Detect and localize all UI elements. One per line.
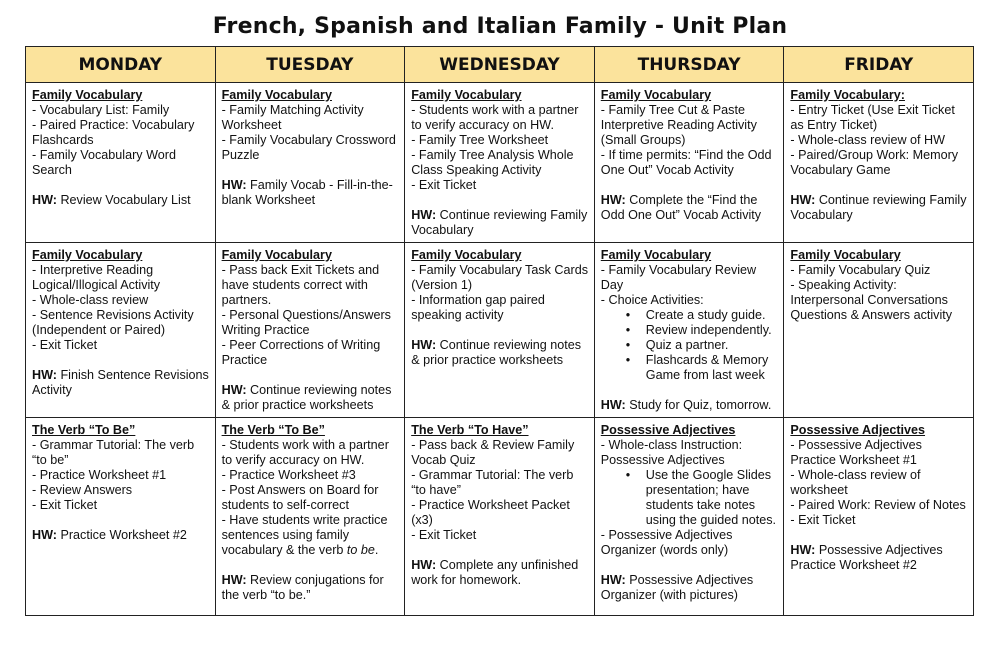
activity-line: - Practice Worksheet Packet (x3) [411,498,570,527]
homework-text: Continue reviewing Family Vocabulary [790,193,967,222]
activity-line: - Information gap paired speaking activity [411,293,545,322]
homework-line [222,178,400,208]
homework-label: HW: [32,528,57,542]
homework-label: HW: [32,193,57,207]
activity-line: - Personal Questions/Answers Writing Practice [221,308,391,337]
lesson-title: Family Vocabulary [600,248,712,262]
lesson-cell-friday [784,83,974,243]
spacer [601,558,779,573]
homework-text: Possessive Adjectives Organizer (with pictures) [600,573,754,602]
activity-line: - Family Vocabulary Task Cards (Version 1) [411,263,589,292]
bullet-item: • Quiz a partner. [601,338,779,353]
activity-line: - Grammar Tutorial: The verb “to have” [411,468,574,497]
homework-label: HW: [411,338,437,352]
spacer [222,368,400,383]
lesson-title: Family Vocabulary [32,88,143,102]
activity-line: - Choice Activities: [600,293,704,307]
day-header-thursday: THURSDAY [594,47,784,83]
homework-label: HW: [411,558,437,572]
activity-line: - Whole-class review of worksheet [790,468,921,497]
activity-line: - Pass back & Review Family Vocab Quiz [411,438,575,467]
homework-line [601,398,779,413]
homework-text: Finish Sentence Revisions Activity [32,368,209,397]
homework-text: Continue reviewing notes & prior practice worksheets [411,338,582,367]
lesson-title: Possessive Adjectives [790,423,926,437]
lesson-title: Family Vocabulary [32,248,143,262]
lesson-cell-thursday [594,83,784,243]
day-header-friday: FRIDAY [784,47,974,83]
activity-line: - Sentence Revisions Activity (Independent or Paired) [32,308,194,337]
homework-line [790,543,968,573]
spacer [411,323,589,338]
day-header-monday: MONDAY [26,47,216,83]
week-row [26,83,974,243]
activity-line: - Review Answers [32,483,133,497]
activity-line: - Practice Worksheet #1 [32,468,167,482]
activity-line: - Paired Work: Review of Notes [790,498,966,512]
activity-line: - Family Vocabulary Review Day [600,263,757,292]
activity-line: - Family Vocabulary Crossword Puzzle [221,133,396,162]
activity-line: - Post Answers on Board for students to self-correct [221,483,379,512]
activity-line: - Family Tree Analysis Whole Class Speaking Activity [411,148,574,177]
activity-line: - Speaking Activity: Interpersonal Conversations Questions & Answers activity [790,278,953,322]
homework-line [790,193,968,223]
activity-line: - Whole-class Instruction: Possessive Adjectives [600,438,743,467]
spacer [32,353,210,368]
lesson-cell-tuesday [215,418,405,616]
day-header-row [26,47,974,83]
activity-line: - Entry Ticket (Use Exit Ticket as Entry Ticket) [790,103,955,132]
lesson-cell-wednesday [405,83,595,243]
lesson-cell-wednesday [405,418,595,616]
lesson-cell-tuesday [215,243,405,418]
activity-line: - Family Tree Worksheet [411,133,549,147]
activity-line: - Possessive Adjectives Organizer (words only) [600,528,733,557]
lesson-title: Family Vocabulary [790,248,901,262]
activity-text: . [374,543,379,557]
activity-emphasis: to be [346,543,375,557]
homework-label: HW: [221,383,247,397]
lesson-title: Family Vocabulary [411,88,522,102]
spacer [601,383,779,398]
activity-line: - Practice Worksheet #3 [221,468,356,482]
activity-line: - Peer Corrections of Writing Practice [221,338,381,367]
week-row [26,418,974,616]
lesson-title: Family Vocabulary [600,88,712,102]
lesson-cell-thursday [594,243,784,418]
activity-line: - Whole-class review [32,293,149,307]
spacer [411,193,589,208]
activity-line: - Family Matching Activity Worksheet [221,103,364,132]
homework-text: Study for Quiz, tomorrow. [629,398,772,412]
homework-text: Continue reviewing notes & prior practice worksheets [221,383,392,412]
lesson-cell-thursday [594,418,784,616]
spacer [411,543,589,558]
lesson-title: Family Vocabulary [411,248,522,262]
activity-line: - Paired/Group Work: Memory Vocabulary Game [790,148,959,177]
homework-label: HW: [600,398,626,412]
spacer [32,513,210,528]
bullet-item: • Create a study guide. [601,308,779,323]
day-header-wednesday: WEDNESDAY [405,47,595,83]
day-header-tuesday: TUESDAY [215,47,405,83]
homework-line [411,338,589,368]
lesson-cell-friday [784,243,974,418]
activity-line: - Exit Ticket [32,498,98,512]
activity-line: - Students work with a partner to verify accuracy on HW. [411,103,579,132]
homework-text: Review conjugations for the verb “to be.” [221,573,384,602]
homework-line [32,193,210,208]
homework-label: HW: [32,368,57,382]
homework-text: Practice Worksheet #2 [60,528,187,542]
homework-line [32,368,210,398]
homework-label: HW: [221,178,247,192]
homework-label: HW: [411,208,437,222]
activity-line: - Exit Ticket [411,528,477,542]
activity-line: - Interpretive Reading Logical/Illogical Activity [32,263,161,292]
activity-line: - Family Vocabulary Quiz [790,263,931,277]
activity-text: - Have students write practice sentences using family vocabulary & the verb [221,513,388,557]
spacer [790,528,968,543]
activity-line: - Family Vocabulary Word Search [32,148,176,177]
activity-line: - Pass back Exit Tickets and have students correct with partners. [221,263,380,307]
homework-label: HW: [600,193,626,207]
homework-line [32,528,210,543]
lesson-title: Possessive Adjectives [600,423,736,437]
lesson-cell-monday [26,83,216,243]
homework-line [601,573,779,603]
activity-line: - Exit Ticket [790,513,856,527]
homework-line [222,573,400,603]
activity-line: - Vocabulary List: Family [32,103,170,117]
homework-text: Review Vocabulary List [60,193,191,207]
homework-line [411,558,589,588]
page-title: French, Spanish and Italian Family - Unit Plan [212,14,788,39]
homework-text: Complete any unfinished work for homework. [411,558,579,587]
bullet-item: • Review independently. [601,323,779,338]
homework-label: HW: [790,543,816,557]
spacer [32,178,210,193]
homework-label: HW: [221,573,247,587]
homework-text: Family Vocab - Fill-in-the-blank Worksheet [221,178,393,207]
lesson-title: Family Vocabulary: [790,88,905,102]
activity-line: - If time permits: “Find the Odd One Out” Vocab Activity [600,148,772,177]
lesson-title: Family Vocabulary [221,248,332,262]
lesson-cell-monday [26,418,216,616]
activity-line: - Students work with a partner to verify accuracy on HW. [221,438,389,467]
lesson-title: The Verb “To Be” [32,423,136,437]
spacer [601,178,779,193]
lesson-title: Family Vocabulary [221,88,332,102]
activity-line: - Whole-class review of HW [790,133,946,147]
homework-line [601,193,779,223]
activity-line [222,513,400,558]
lesson-cell-friday [784,418,974,616]
activity-line: - Exit Ticket [411,178,477,192]
activity-line: - Exit Ticket [32,338,98,352]
activity-line: - Possessive Adjectives Practice Worksheet #1 [790,438,922,467]
week-row [26,243,974,418]
homework-label: HW: [600,573,626,587]
homework-line [411,208,589,238]
spacer [222,163,400,178]
spacer [790,178,968,193]
unit-plan-table [25,46,974,616]
activity-line: - Paired Practice: Vocabulary Flashcards [32,118,195,147]
homework-text: Continue reviewing Family Vocabulary [411,208,588,237]
homework-text: Complete the “Find the Odd One Out” Vocab Activity [600,193,762,222]
lesson-title: The Verb “To Be” [221,423,325,437]
activity-line: - Family Tree Cut & Paste Interpretive Reading Activity (Small Groups) [600,103,757,147]
lesson-cell-monday [26,243,216,418]
lesson-title: The Verb “To Have” [411,423,529,437]
lesson-cell-tuesday [215,83,405,243]
homework-text: Possessive Adjectives Practice Worksheet #2 [790,543,943,572]
homework-label: HW: [790,193,816,207]
spacer [222,558,400,573]
lesson-cell-wednesday [405,243,595,418]
bullet-item: • Use the Google Slides presentation; have students take notes using the guided notes. [601,468,779,528]
activity-line: - Grammar Tutorial: The verb “to be” [32,438,195,467]
homework-line [222,383,400,413]
bullet-item: • Flashcards & Memory Game from last week [601,353,779,383]
